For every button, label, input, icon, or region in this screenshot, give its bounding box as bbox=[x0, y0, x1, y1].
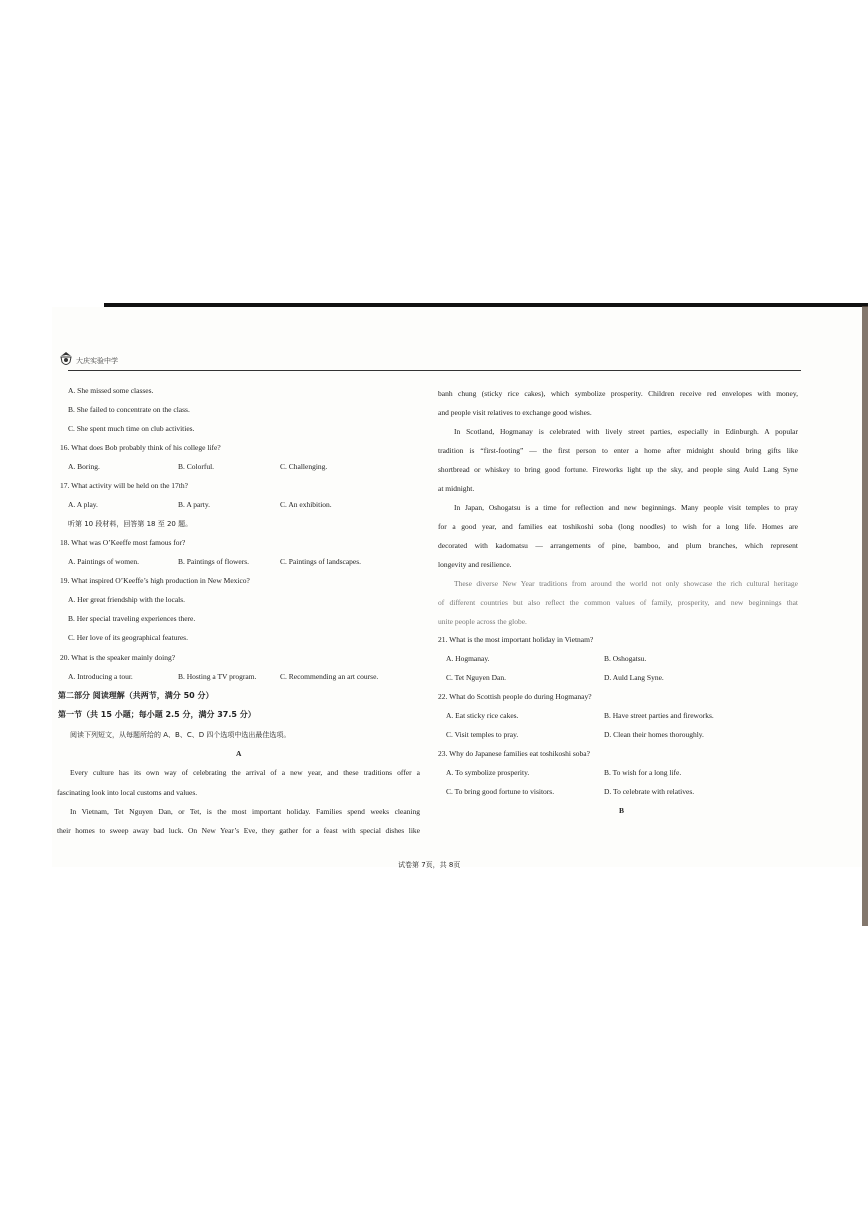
q21-option-c: C. Tet Nguyen Dan. bbox=[446, 673, 506, 682]
q21-stem: 21. What is the most important holiday in Vietnam? bbox=[438, 635, 594, 644]
passage-a-line: shortbread or whiskey to bring good fortune. Fireworks light up the sky, and people sing Auld Lang Syne bbox=[438, 465, 798, 474]
passage-b-label: B bbox=[619, 806, 625, 815]
q21-option-a: A. Hogmanay. bbox=[446, 654, 490, 663]
q18-option-c: C. Paintings of landscapes. bbox=[280, 557, 362, 566]
q19-stem: 19. What inspired O’Keeffe’s high production in New Mexico? bbox=[60, 576, 250, 585]
passage-a-line: These diverse New Year traditions from around the world not only showcase the rich cultural heritage bbox=[454, 579, 798, 588]
passage-a-line: fascinating look into local customs and values. bbox=[57, 788, 198, 797]
q22-option-d: D. Clean their homes thoroughly. bbox=[604, 730, 704, 739]
section1-title: 第一节（共 15 小题；每小题 2.5 分，满分 37.5 分） bbox=[58, 710, 256, 719]
header-rule bbox=[68, 370, 801, 371]
listening-note: 听第 10 段材料，回答第 18 至 20 题。 bbox=[68, 520, 193, 528]
passage-a-line: of different countries but also reflect the common values of family, prosperity, and new beginnings that bbox=[438, 598, 798, 607]
q23-option-b: B. To wish for a long life. bbox=[604, 768, 682, 777]
passage-a-line: for a good year, and families eat toshikoshi soba (long noodles) to wish for a long life. Homes are bbox=[438, 522, 798, 531]
q15-option-b: B. She failed to concentrate on the class. bbox=[68, 405, 190, 414]
q16-option-c: C. Challenging. bbox=[280, 462, 328, 471]
q22-stem: 22. What do Scottish people do during Hogmanay? bbox=[438, 692, 592, 701]
q23-stem: 23. Why do Japanese families eat toshikoshi soba? bbox=[438, 749, 590, 758]
passage-a-line: unite people across the globe. bbox=[438, 617, 527, 626]
q19-option-b: B. Her special traveling experiences there. bbox=[68, 614, 196, 623]
q21-option-b: B. Oshogatsu. bbox=[604, 654, 647, 663]
q23-option-c: C. To bring good fortune to visitors. bbox=[446, 787, 555, 796]
q21-option-d: D. Auld Lang Syne. bbox=[604, 673, 664, 682]
q16-option-b: B. Colorful. bbox=[178, 462, 215, 471]
passage-a-line: In Vietnam, Tet Nguyen Dan, or Tet, is the most important holiday. Families spend weeks cleaning bbox=[70, 807, 420, 816]
passage-a-line: their homes to sweep away bad luck. On New Year’s Eve, they gather for a feast with special dishes like bbox=[57, 826, 420, 835]
q18-option-b: B. Paintings of flowers. bbox=[178, 557, 250, 566]
page-number: 试卷第 7页，共 8页 bbox=[398, 861, 461, 869]
q17-option-a: A. A play. bbox=[68, 500, 98, 509]
q15-option-c: C. She spent much time on club activities. bbox=[68, 424, 195, 433]
q17-option-b: B. A party. bbox=[178, 500, 211, 509]
q17-option-c: C. An exhibition. bbox=[280, 500, 332, 509]
school-name: 大庆实验中学 bbox=[76, 357, 118, 365]
passage-a-line: longevity and resilience. bbox=[438, 560, 512, 569]
q18-option-a: A. Paintings of women. bbox=[68, 557, 140, 566]
passage-a-line: at midnight. bbox=[438, 484, 475, 493]
q20-option-b: B. Hosting a TV program. bbox=[178, 672, 257, 681]
passage-a-line: tradition is “first-footing” — the first person to enter a home after midnight should bring gifts like bbox=[438, 446, 798, 455]
q22-option-b: B. Have street parties and fireworks. bbox=[604, 711, 714, 720]
passage-a-label: A bbox=[236, 749, 242, 758]
q19-option-a: A. Her great friendship with the locals. bbox=[68, 595, 186, 604]
q16-stem: 16. What does Bob probably think of his college life? bbox=[60, 443, 221, 452]
q18-stem: 18. What was O’Keeffe most famous for? bbox=[60, 538, 186, 547]
passage-a-line: In Japan, Oshogatsu is a time for reflection and new beginnings. Many people visit temples to pray bbox=[454, 503, 798, 512]
passage-a-line: and people visit relatives to exchange good wishes. bbox=[438, 408, 592, 417]
passage-a-line: banh chung (sticky rice cakes), which symbolize prosperity. Children receive red envelopes with money, bbox=[438, 389, 798, 398]
q23-option-a: A. To symbolize prosperity. bbox=[446, 768, 530, 777]
q22-option-a: A. Eat sticky rice cakes. bbox=[446, 711, 519, 720]
passage-a-line: decorated with kadomatsu — arrangements of pine, bamboo, and plum branches, which represent bbox=[438, 541, 798, 550]
school-crest-icon bbox=[58, 350, 74, 368]
q20-option-c: C. Recommending an art course. bbox=[280, 672, 379, 681]
school-header bbox=[58, 350, 118, 368]
passage-a-line: In Scotland, Hogmanay is celebrated with lively street parties, especially in Edinburgh. A popular bbox=[454, 427, 798, 436]
q22-option-c: C. Visit temples to pray. bbox=[446, 730, 519, 739]
instruction: 阅读下列短文，从每题所给的 A、B、C、D 四个选项中选出最佳选项。 bbox=[70, 731, 291, 739]
q15-option-a: A. She missed some classes. bbox=[68, 386, 154, 395]
q16-option-a: A. Boring. bbox=[68, 462, 100, 471]
q23-option-d: D. To celebrate with relatives. bbox=[604, 787, 695, 796]
q17-stem: 17. What activity will be held on the 17th? bbox=[60, 481, 188, 490]
part2-title: 第二部分 阅读理解（共两节，满分 50 分） bbox=[58, 691, 214, 700]
passage-a-line: Every culture has its own way of celebrating the arrival of a new year, and these traditions offer a bbox=[70, 768, 420, 777]
q19-option-c: C. Her love of its geographical features. bbox=[68, 633, 188, 642]
scan-right-edge bbox=[862, 306, 868, 926]
q20-stem: 20. What is the speaker mainly doing? bbox=[60, 653, 176, 662]
q20-option-a: A. Introducing a tour. bbox=[68, 672, 133, 681]
